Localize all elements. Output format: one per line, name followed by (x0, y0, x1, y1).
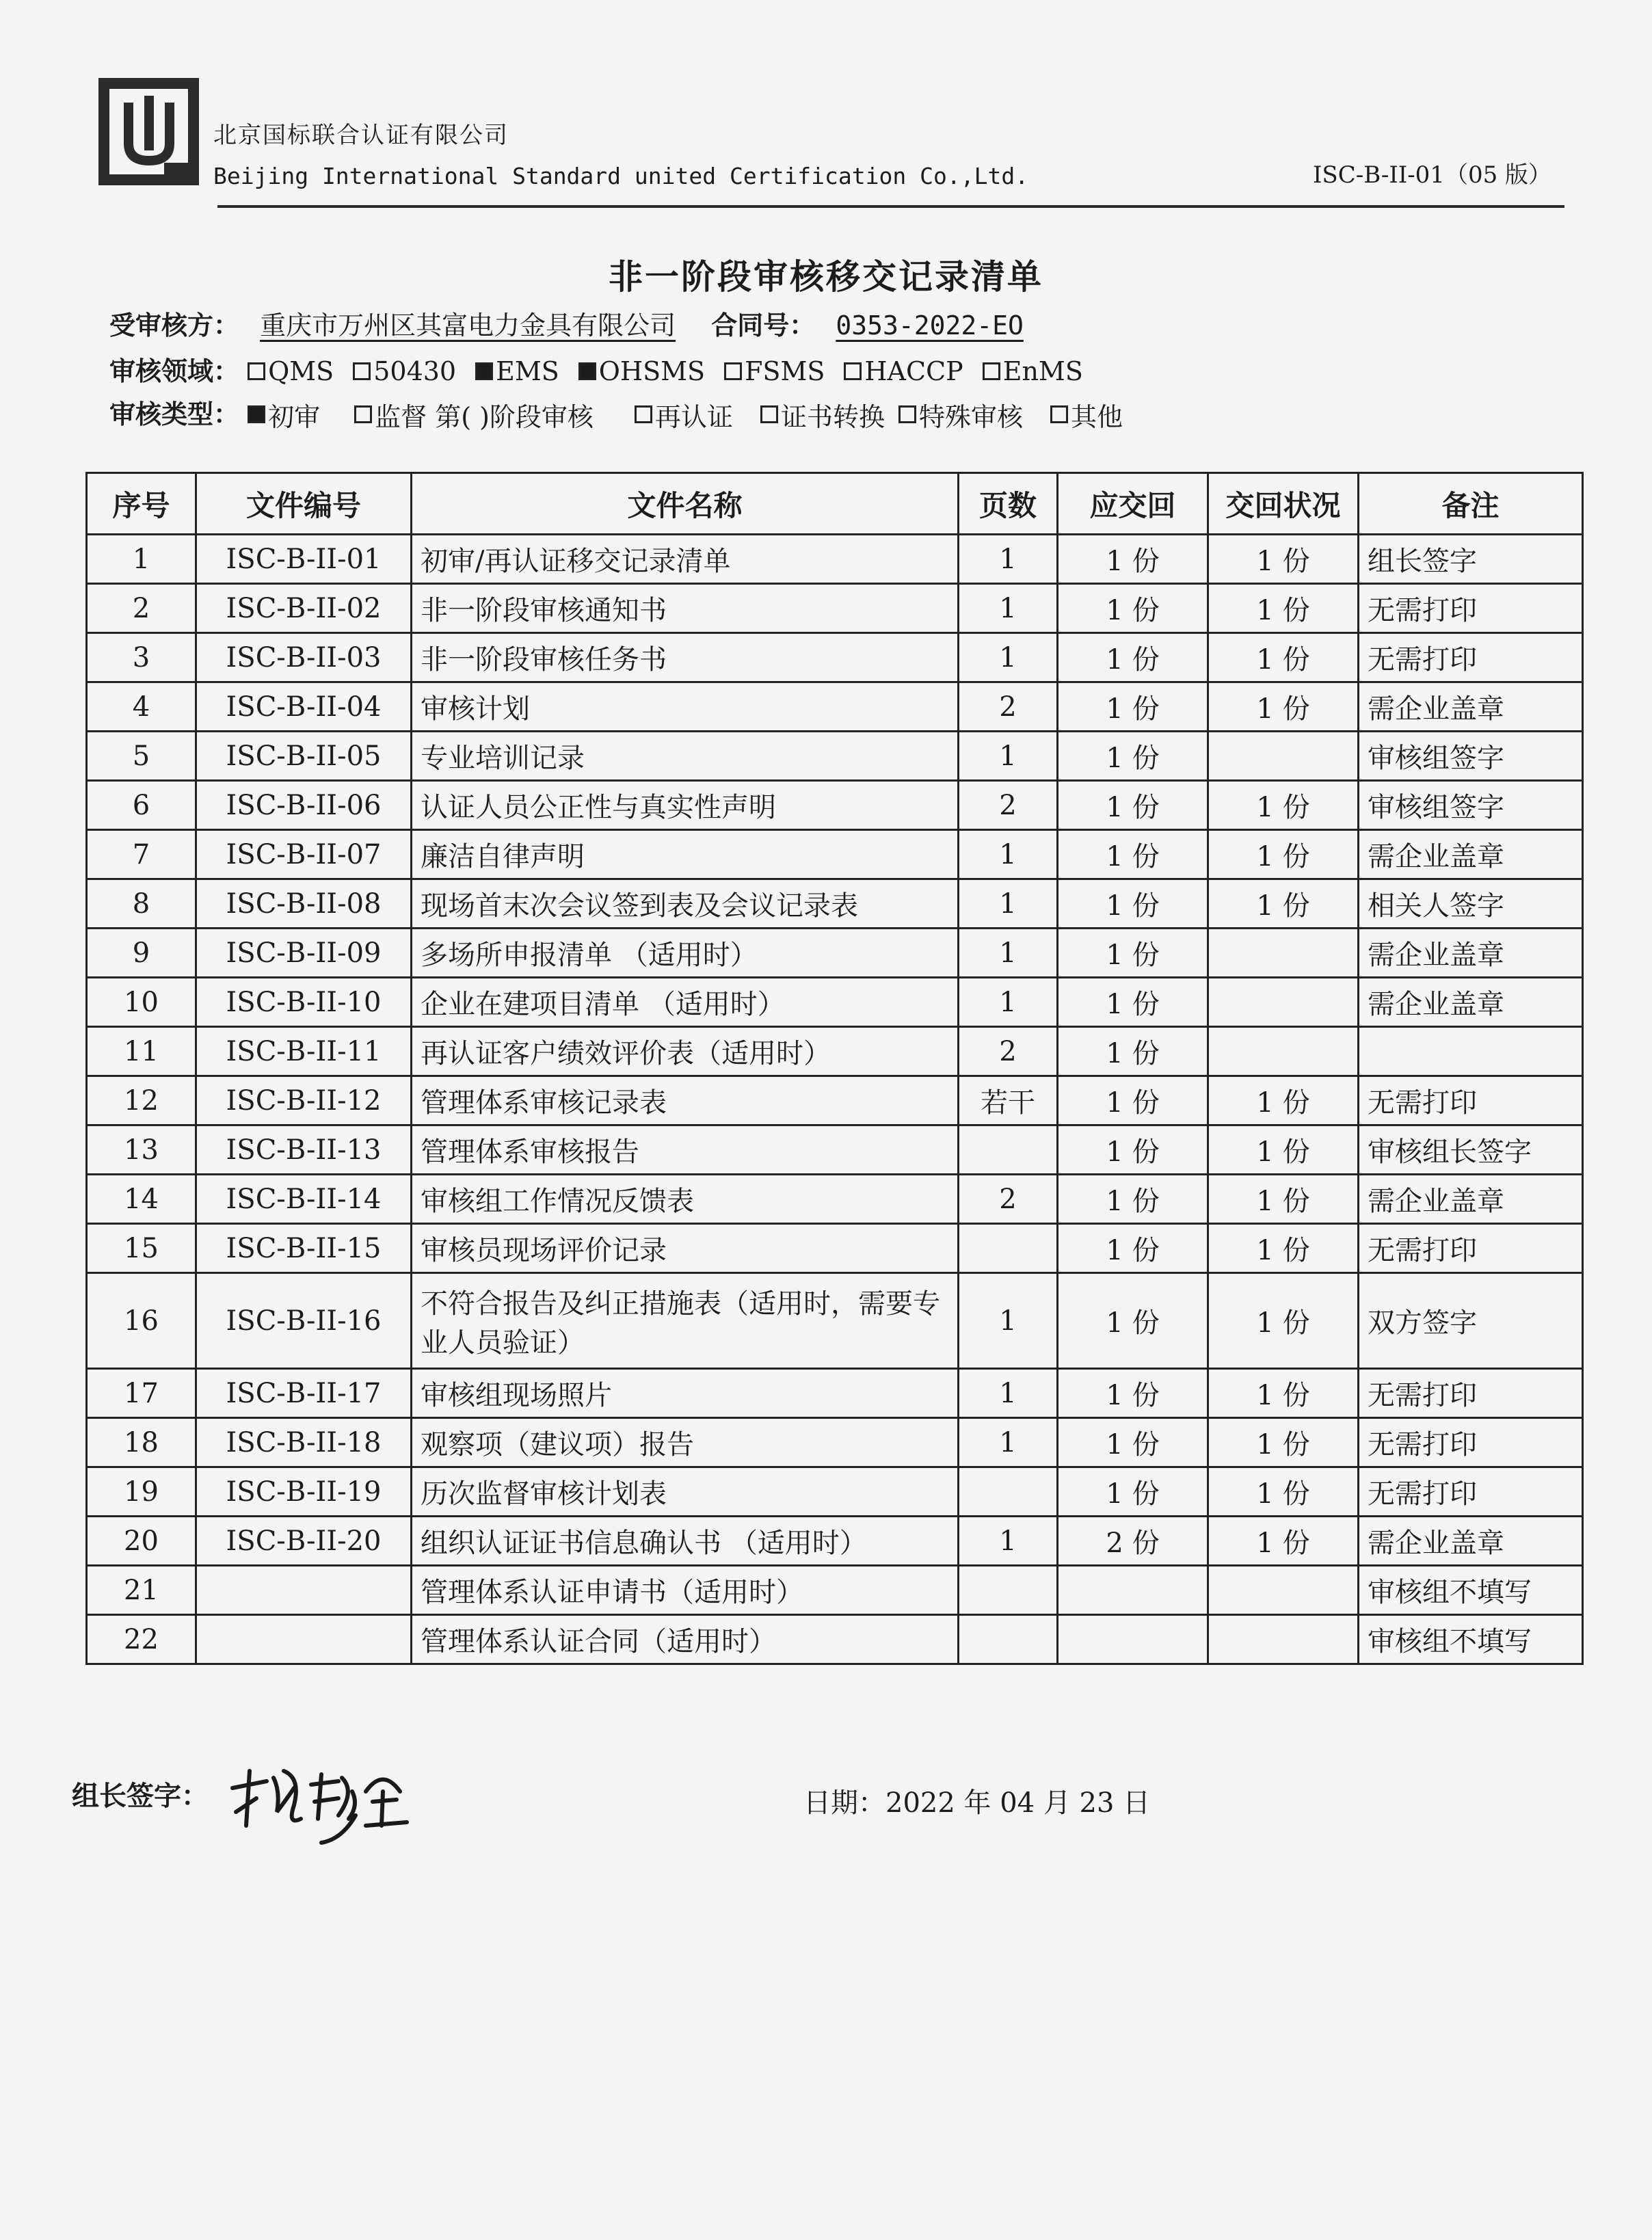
file-name-cell: 历次监督审核计划表 (412, 1467, 959, 1517)
file-code-cell: ISC-B-II-16 (196, 1273, 412, 1369)
remark-cell: 无需打印 (1359, 1369, 1583, 1418)
table-row (87, 978, 1583, 1027)
audit-type-option-label: 再认证 (654, 401, 733, 432)
file-name-cell: 企业在建项目清单 （适用时） (412, 978, 959, 1027)
row-number-cell: 19 (87, 1467, 196, 1517)
copies-due-cell: 1 份 (1058, 535, 1208, 584)
column-header: 备注 (1359, 473, 1583, 535)
copies-due-cell: 1 份 (1058, 584, 1208, 633)
page-count-cell (959, 1224, 1058, 1273)
audit-domain-option-label: EnMS (1002, 356, 1083, 386)
file-code-cell: ISC-B-II-01 (196, 535, 412, 584)
column-header: 交回状况 (1208, 473, 1359, 535)
audit-domain-label: 审核领域： (109, 356, 240, 386)
handover-table (85, 472, 1582, 1665)
row-number-cell: 2 (87, 584, 196, 633)
copies-due-cell (1058, 1615, 1208, 1664)
table-row (87, 633, 1583, 682)
row-number-cell: 16 (87, 1273, 196, 1369)
file-code-cell (196, 1615, 412, 1664)
unchecked-box-icon (898, 405, 916, 423)
copies-due-cell: 1 份 (1058, 929, 1208, 978)
row-number-cell: 7 (87, 830, 196, 879)
page-count-cell (959, 1467, 1058, 1517)
file-name-cell: 观察项（建议项）报告 (412, 1418, 959, 1467)
file-code-cell: ISC-B-II-17 (196, 1369, 412, 1418)
return-status-cell: 1 份 (1208, 584, 1359, 633)
table-row (87, 682, 1583, 732)
remark-cell: 双方签字 (1359, 1273, 1583, 1369)
copies-due-cell: 1 份 (1058, 1273, 1208, 1369)
row-number-cell: 14 (87, 1175, 196, 1224)
table-row (87, 1027, 1583, 1076)
row-number-cell: 11 (87, 1027, 196, 1076)
table-row (87, 535, 1583, 584)
row-number-cell: 18 (87, 1418, 196, 1467)
return-status-cell: 1 份 (1208, 781, 1359, 830)
file-name-cell: 管理体系审核记录表 (412, 1076, 959, 1125)
row-number-cell: 10 (87, 978, 196, 1027)
row-number-cell: 4 (87, 682, 196, 732)
column-header: 文件编号 (196, 473, 412, 535)
audit-domain-line (109, 350, 1102, 388)
checked-box-icon (248, 405, 265, 423)
audit-type-option (760, 396, 885, 434)
table-row (87, 830, 1583, 879)
page-count-cell: 2 (959, 1175, 1058, 1224)
return-status-cell: 1 份 (1208, 1224, 1359, 1273)
file-code-cell: ISC-B-II-12 (196, 1076, 412, 1125)
file-name-cell: 审核组现场照片 (412, 1369, 959, 1418)
table-row (87, 1566, 1583, 1615)
audit-type-line (109, 393, 1142, 434)
page-count-cell: 1 (959, 535, 1058, 584)
copies-due-cell (1058, 1566, 1208, 1615)
handwritten-signature (219, 1750, 424, 1846)
company-name-cn: 北京国标联合认证有限公司 (213, 122, 509, 149)
file-code-cell: ISC-B-II-04 (196, 682, 412, 732)
remark-cell: 无需打印 (1359, 1418, 1583, 1467)
audit-type-label: 审核类型： (109, 399, 240, 429)
file-code-cell: ISC-B-II-07 (196, 830, 412, 879)
copies-due-cell: 1 份 (1058, 1467, 1208, 1517)
row-number-cell: 9 (87, 929, 196, 978)
unchecked-box-icon (760, 405, 778, 423)
copies-due-cell: 1 份 (1058, 781, 1208, 830)
page-count-cell: 1 (959, 584, 1058, 633)
remark-cell: 需企业盖章 (1359, 978, 1583, 1027)
row-number-cell: 1 (87, 535, 196, 584)
audit-domain-option (724, 356, 825, 386)
unchecked-box-icon (353, 362, 371, 380)
unchecked-box-icon (844, 362, 862, 380)
checked-box-icon (578, 362, 596, 380)
row-number-cell: 13 (87, 1125, 196, 1175)
remark-cell: 审核组签字 (1359, 732, 1583, 781)
copies-due-cell: 1 份 (1058, 1027, 1208, 1076)
return-status-cell: 1 份 (1208, 1125, 1359, 1175)
file-code-cell: ISC-B-II-20 (196, 1517, 412, 1566)
file-code-cell: ISC-B-II-19 (196, 1467, 412, 1517)
unchecked-box-icon (724, 362, 742, 380)
return-status-cell: 1 份 (1208, 1418, 1359, 1467)
file-name-cell: 审核组工作情况反馈表 (412, 1175, 959, 1224)
row-number-cell: 6 (87, 781, 196, 830)
document-code: ISC-B-II-01（05 版） (1313, 161, 1552, 189)
remark-cell: 相关人签字 (1359, 879, 1583, 929)
table-row (87, 1615, 1583, 1664)
row-number-cell: 20 (87, 1517, 196, 1566)
remark-cell: 需企业盖章 (1359, 830, 1583, 879)
header-divider (217, 205, 1564, 208)
page-count-cell (959, 1125, 1058, 1175)
return-status-cell: 1 份 (1208, 1273, 1359, 1369)
copies-due-cell: 1 份 (1058, 1175, 1208, 1224)
audit-domain-option-label: FSMS (745, 356, 825, 386)
page-title: 非一阶段审核移交记录清单 (609, 256, 1043, 297)
file-code-cell: ISC-B-II-11 (196, 1027, 412, 1076)
return-status-cell: 1 份 (1208, 1369, 1359, 1418)
row-number-cell: 17 (87, 1369, 196, 1418)
remark-cell: 无需打印 (1359, 1076, 1583, 1125)
audit-type-option-label: 监督 第( )阶段审核 (375, 401, 594, 432)
table-row (87, 781, 1583, 830)
file-name-cell: 专业培训记录 (412, 732, 959, 781)
remark-cell: 需企业盖章 (1359, 1517, 1583, 1566)
return-status-cell (1208, 1027, 1359, 1076)
page-count-cell: 2 (959, 781, 1058, 830)
file-code-cell: ISC-B-II-14 (196, 1175, 412, 1224)
unchecked-box-icon (983, 362, 1000, 380)
return-status-cell (1208, 1615, 1359, 1664)
audit-type-option (635, 396, 733, 434)
file-name-cell: 再认证客户绩效评价表（适用时） (412, 1027, 959, 1076)
file-code-cell: ISC-B-II-06 (196, 781, 412, 830)
page-count-cell: 1 (959, 978, 1058, 1027)
copies-due-cell: 1 份 (1058, 1224, 1208, 1273)
file-code-cell: ISC-B-II-10 (196, 978, 412, 1027)
company-logo-icon (96, 75, 202, 188)
file-code-cell: ISC-B-II-18 (196, 1418, 412, 1467)
auditee-value: 重庆市万州区其富电力金具有限公司 (260, 310, 676, 341)
audit-domain-option (844, 356, 963, 386)
table-row (87, 1224, 1583, 1273)
audit-type-option-label: 初审 (268, 401, 321, 432)
file-name-cell: 管理体系认证合同（适用时） (412, 1615, 959, 1664)
copies-due-cell: 1 份 (1058, 732, 1208, 781)
file-code-cell: ISC-B-II-05 (196, 732, 412, 781)
column-header: 序号 (87, 473, 196, 535)
audit-type-option (248, 396, 320, 434)
page-count-cell: 1 (959, 1517, 1058, 1566)
audit-domain-option (248, 356, 334, 386)
column-header: 应交回 (1058, 473, 1208, 535)
checked-box-icon (475, 362, 493, 380)
audit-type-option (1050, 396, 1123, 434)
table-row (87, 1273, 1583, 1369)
page-count-cell: 若干 (959, 1076, 1058, 1125)
return-status-cell: 1 份 (1208, 1175, 1359, 1224)
copies-due-cell: 1 份 (1058, 1418, 1208, 1467)
audit-domain-option-label: 50430 (373, 356, 457, 386)
return-status-cell: 1 份 (1208, 879, 1359, 929)
table-row (87, 1418, 1583, 1467)
file-name-cell: 认证人员公正性与真实性声明 (412, 781, 959, 830)
remark-cell: 无需打印 (1359, 1224, 1583, 1273)
file-code-cell: ISC-B-II-03 (196, 633, 412, 682)
audit-domain-option-label: OHSMS (598, 356, 706, 386)
page-count-cell: 1 (959, 929, 1058, 978)
return-status-cell: 1 份 (1208, 1517, 1359, 1566)
page-count-cell: 1 (959, 879, 1058, 929)
date-field: 日期：2022 年 04 月 23 日 (803, 1787, 1151, 1819)
table-row (87, 1125, 1583, 1175)
file-name-cell: 非一阶段审核通知书 (412, 584, 959, 633)
table-header-row (87, 473, 1583, 535)
audit-domain-option-label: QMS (268, 356, 334, 386)
audit-domain-option-label: EMS (496, 356, 559, 386)
table-row (87, 1467, 1583, 1517)
remark-cell: 无需打印 (1359, 584, 1583, 633)
audit-domain-option (353, 356, 456, 386)
audit-domain-option (475, 356, 559, 386)
return-status-cell (1208, 929, 1359, 978)
row-number-cell: 5 (87, 732, 196, 781)
audit-domain-option-label: HACCP (864, 356, 963, 386)
file-name-cell: 管理体系认证申请书（适用时） (412, 1566, 959, 1615)
return-status-cell: 1 份 (1208, 535, 1359, 584)
page-count-cell: 2 (959, 682, 1058, 732)
row-number-cell: 12 (87, 1076, 196, 1125)
copies-due-cell: 2 份 (1058, 1517, 1208, 1566)
page-count-cell: 1 (959, 830, 1058, 879)
file-code-cell: ISC-B-II-15 (196, 1224, 412, 1273)
table-row (87, 1175, 1583, 1224)
column-header: 文件名称 (412, 473, 959, 535)
column-header: 页数 (959, 473, 1058, 535)
copies-due-cell: 1 份 (1058, 879, 1208, 929)
return-status-cell (1208, 978, 1359, 1027)
remark-cell: 无需打印 (1359, 1467, 1583, 1517)
page-count-cell: 1 (959, 1418, 1058, 1467)
leader-signature-label: 组长签字： (72, 1780, 209, 1812)
return-status-cell: 1 份 (1208, 1076, 1359, 1125)
table-row (87, 1369, 1583, 1418)
table-row (87, 1076, 1583, 1125)
copies-due-cell: 1 份 (1058, 682, 1208, 732)
table-row (87, 584, 1583, 633)
file-code-cell (196, 1566, 412, 1615)
copies-due-cell: 1 份 (1058, 1076, 1208, 1125)
unchecked-box-icon (354, 405, 372, 423)
table-row (87, 1517, 1583, 1566)
file-name-cell: 管理体系审核报告 (412, 1125, 959, 1175)
file-name-cell: 现场首末次会议签到表及会议记录表 (412, 879, 959, 929)
copies-due-cell: 1 份 (1058, 633, 1208, 682)
page-count-cell: 1 (959, 633, 1058, 682)
remark-cell (1359, 1027, 1583, 1076)
table-row (87, 879, 1583, 929)
return-status-cell: 1 份 (1208, 1467, 1359, 1517)
remark-cell: 需企业盖章 (1359, 1175, 1583, 1224)
remark-cell: 需企业盖章 (1359, 682, 1583, 732)
row-number-cell: 22 (87, 1615, 196, 1664)
return-status-cell (1208, 1566, 1359, 1615)
remark-cell: 组长签字 (1359, 535, 1583, 584)
remark-cell: 需企业盖章 (1359, 929, 1583, 978)
unchecked-box-icon (248, 362, 265, 380)
file-name-cell: 组织认证证书信息确认书 （适用时） (412, 1517, 959, 1566)
audit-type-options (248, 399, 1142, 432)
audit-type-option-label: 其他 (1070, 401, 1123, 432)
page-count-cell: 1 (959, 1273, 1058, 1369)
auditee-line (109, 304, 1024, 342)
contract-value: 0353-2022-EO (836, 310, 1024, 341)
return-status-cell: 1 份 (1208, 830, 1359, 879)
copies-due-cell: 1 份 (1058, 978, 1208, 1027)
file-name-cell: 不符合报告及纠正措施表（适用时，需要专业人员验证） (412, 1273, 959, 1369)
audit-type-option (898, 396, 1023, 434)
remark-cell: 审核组签字 (1359, 781, 1583, 830)
audit-domain-option (983, 356, 1083, 386)
row-number-cell: 21 (87, 1566, 196, 1615)
return-status-cell: 1 份 (1208, 682, 1359, 732)
unchecked-box-icon (1050, 405, 1068, 423)
row-number-cell: 3 (87, 633, 196, 682)
page-count-cell (959, 1615, 1058, 1664)
page-count-cell: 2 (959, 1027, 1058, 1076)
page-count-cell: 1 (959, 1369, 1058, 1418)
table-row (87, 929, 1583, 978)
page-count-cell (959, 1566, 1058, 1615)
file-name-cell: 廉洁自律声明 (412, 830, 959, 879)
return-status-cell (1208, 732, 1359, 781)
return-status-cell: 1 份 (1208, 633, 1359, 682)
file-name-cell: 非一阶段审核任务书 (412, 633, 959, 682)
audit-type-option (354, 396, 594, 434)
remark-cell: 审核组不填写 (1359, 1615, 1583, 1664)
file-name-cell: 审核员现场评价记录 (412, 1224, 959, 1273)
audit-type-option-label: 特殊审核 (918, 401, 1023, 432)
row-number-cell: 15 (87, 1224, 196, 1273)
audit-type-option-label: 证书转换 (780, 401, 885, 432)
remark-cell: 审核组不填写 (1359, 1566, 1583, 1615)
remark-cell: 无需打印 (1359, 633, 1583, 682)
file-code-cell: ISC-B-II-02 (196, 584, 412, 633)
file-name-cell: 多场所申报清单 （适用时） (412, 929, 959, 978)
table-row (87, 732, 1583, 781)
file-code-cell: ISC-B-II-08 (196, 879, 412, 929)
file-code-cell: ISC-B-II-09 (196, 929, 412, 978)
remark-cell: 审核组长签字 (1359, 1125, 1583, 1175)
copies-due-cell: 1 份 (1058, 1125, 1208, 1175)
unchecked-box-icon (635, 405, 652, 423)
auditee-label: 受审核方： (109, 310, 240, 341)
copies-due-cell: 1 份 (1058, 830, 1208, 879)
file-name-cell: 审核计划 (412, 682, 959, 732)
audit-domain-option (578, 356, 705, 386)
row-number-cell: 8 (87, 879, 196, 929)
company-name-en: Beijing International Standard united Certification Co.,Ltd. (213, 163, 1029, 189)
audit-domain-options (248, 356, 1102, 386)
file-name-cell: 初审/再认证移交记录清单 (412, 535, 959, 584)
file-code-cell: ISC-B-II-13 (196, 1125, 412, 1175)
copies-due-cell: 1 份 (1058, 1369, 1208, 1418)
contract-label: 合同号： (711, 310, 816, 341)
page-count-cell: 1 (959, 732, 1058, 781)
